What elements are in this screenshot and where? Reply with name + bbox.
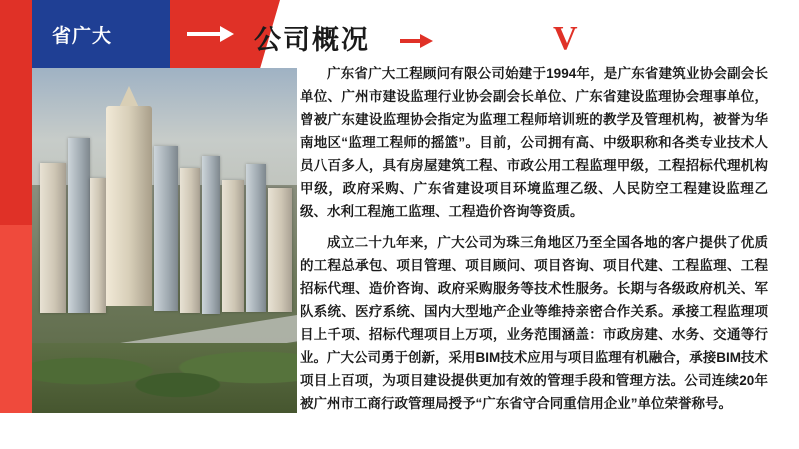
paragraph-2: 成立二十九年来，广大公司为珠三角地区乃至全国各地的客户提供了优质的工程总承包、项目管理、项目顾问、项目咨询、项目代建、工程监理、工程招标代理、造价咨询、政府采购服务等技术性服务。长期与各级政府机关、军队系统、医疗系统、国内大型地产企业等维持亲密合作关系。承接工程监理项目上千项、招标代理项目上万项，业务范围涵盖：市政房建、水务、交通等行业。广大公司勇于创新，采用BIM技术应用与项目监理有机融合，承接BIM技术项目上百项，为项目建设提供更加有效的管理手段和管理方法。公司连续20年被广州市工商行政管理局授予“广东省守合同重信用企业”单位荣誉称号。 — [300, 235, 768, 411]
company-badge — [32, 0, 170, 68]
city-skyline-photo — [32, 68, 297, 413]
page-title: 公司概况 — [254, 25, 370, 55]
accent-arrow-shaft — [400, 39, 422, 43]
arrow-head — [220, 26, 234, 42]
slide-header — [32, 0, 799, 68]
accent-arrow-head — [420, 34, 433, 48]
building — [154, 146, 178, 311]
right-arrow-icon — [187, 26, 239, 42]
paragraph-1: 广东省广大工程顾问有限公司始建于1994年，是广东省建筑业协会副会长单位、广州市建设监理行业协会副会长单位、广东省建设监理协会理事单位，曾被广东建设监理协会指定为监理工程师培训班的教学及管理机构，被誉为华南地区“监理工程师的摇篮”。目前，公司拥有高、中级职称和各类专业技术人员八百多人，具有房屋建筑工程、市政公用工程监理甲级，工程招标代理机构甲级，政府采购、广东省建设项目环境监理乙级、人民防空工程建设监理乙级、水利工程施工监理、工程造价咨询等资质。 — [300, 66, 768, 219]
company-badge-label: 省广大 — [52, 26, 113, 47]
building — [68, 138, 90, 313]
building — [40, 163, 66, 313]
building — [222, 180, 244, 312]
building — [90, 178, 106, 313]
arrow-shaft — [187, 32, 223, 36]
content-body — [300, 62, 768, 423]
accent-right-arrow-icon — [400, 34, 434, 48]
bottom-strip — [0, 413, 799, 449]
building — [180, 168, 200, 313]
main-tower — [106, 106, 152, 306]
building — [268, 188, 292, 312]
accent-v-mark: V — [553, 20, 578, 57]
building — [246, 164, 266, 312]
photo-greenery — [32, 343, 297, 413]
building — [202, 156, 220, 314]
